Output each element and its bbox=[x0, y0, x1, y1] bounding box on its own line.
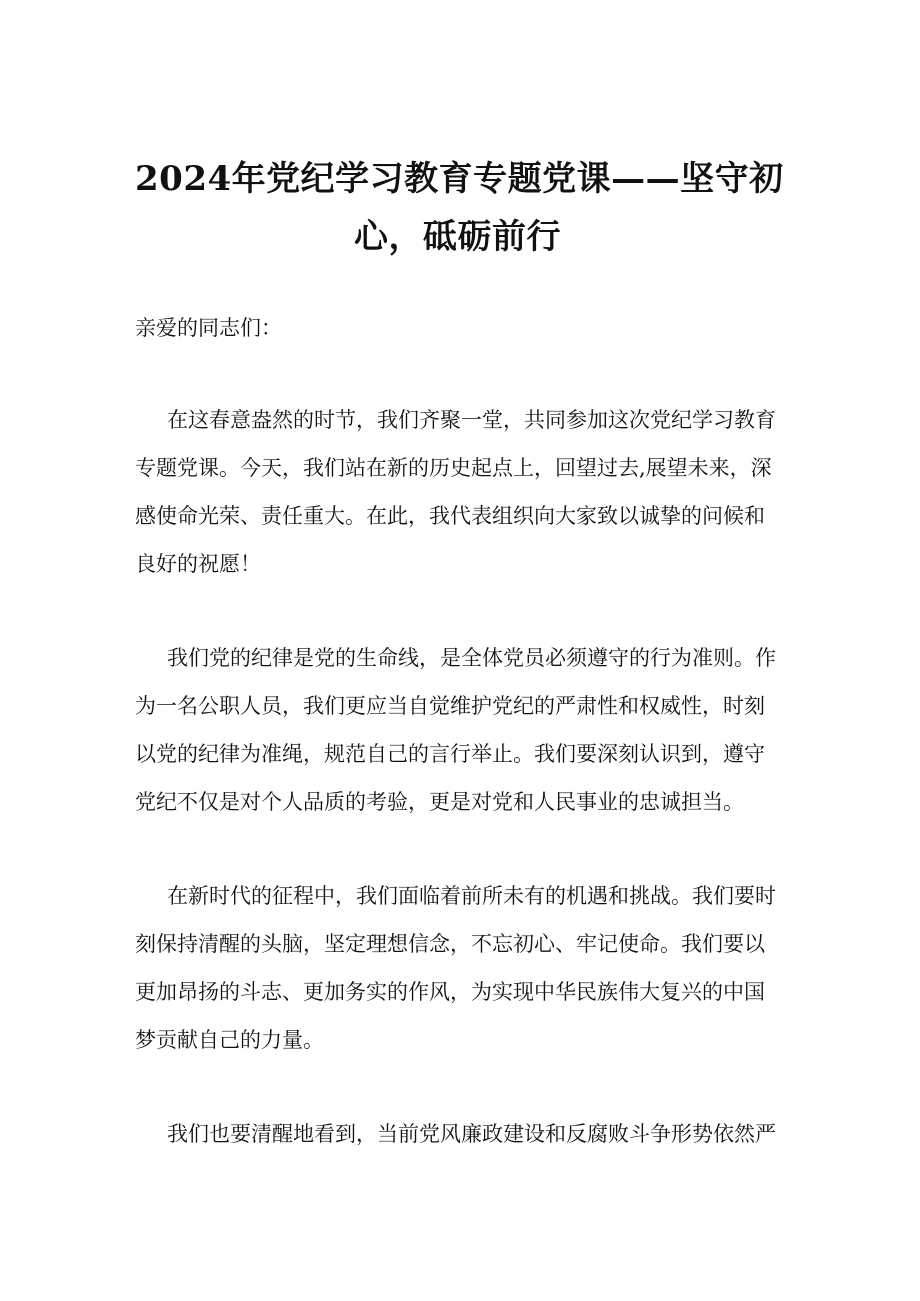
paragraph-line: 感使命光荣、责任重大。在此，我代表组织向大家致以诚挚的问候和 bbox=[135, 504, 765, 528]
paragraph bbox=[135, 634, 780, 826]
salutation: 亲爱的同志们： bbox=[135, 316, 282, 340]
title-line: 心，砥砺前行 bbox=[354, 217, 561, 257]
paragraph bbox=[135, 872, 780, 1064]
title-line: 2024年党纪学习教育专题党课——坚守初 bbox=[135, 159, 784, 199]
document-title bbox=[135, 150, 784, 266]
paragraph bbox=[135, 396, 780, 588]
paragraph-line: 党纪不仅是对个人品质的考验，更是对党和人民事业的忠诚担当。 bbox=[135, 790, 744, 814]
paragraph-line: 梦贡献自己的力量。 bbox=[135, 1028, 324, 1052]
paragraph-line: 以党的纪律为准绳，规范自己的言行举止。我们要深刻认识到，遵守 bbox=[135, 742, 765, 766]
paragraph bbox=[135, 1110, 780, 1158]
paragraph-line: 刻保持清醒的头脑，坚定理想信念，不忘初心、牢记使命。我们要以 bbox=[135, 932, 765, 956]
paragraph-line: 更加昂扬的斗志、更加务实的作风，为实现中华民族伟大复兴的中国 bbox=[135, 980, 765, 1004]
paragraph-line: 为一名公职人员，我们更应当自觉维护党纪的严肃性和权威性，时刻 bbox=[135, 694, 765, 718]
paragraph-line: 我们党的纪律是党的生命线，是全体党员必须遵守的行为准则。作 bbox=[167, 646, 776, 670]
paragraph-line: 专题党课。今天，我们站在新的历史起点上，回望过去,展望未来，深 bbox=[135, 456, 772, 480]
paragraph-line: 在新时代的征程中，我们面临着前所未有的机遇和挑战。我们要时 bbox=[167, 884, 776, 908]
paragraph-line: 良好的祝愿！ bbox=[135, 552, 261, 576]
paragraph-line: 我们也要清醒地看到，当前党风廉政建设和反腐败斗争形势依然严 bbox=[167, 1122, 776, 1146]
paragraph-line: 在这春意盎然的时节，我们齐聚一堂，共同参加这次党纪学习教育 bbox=[167, 408, 776, 432]
